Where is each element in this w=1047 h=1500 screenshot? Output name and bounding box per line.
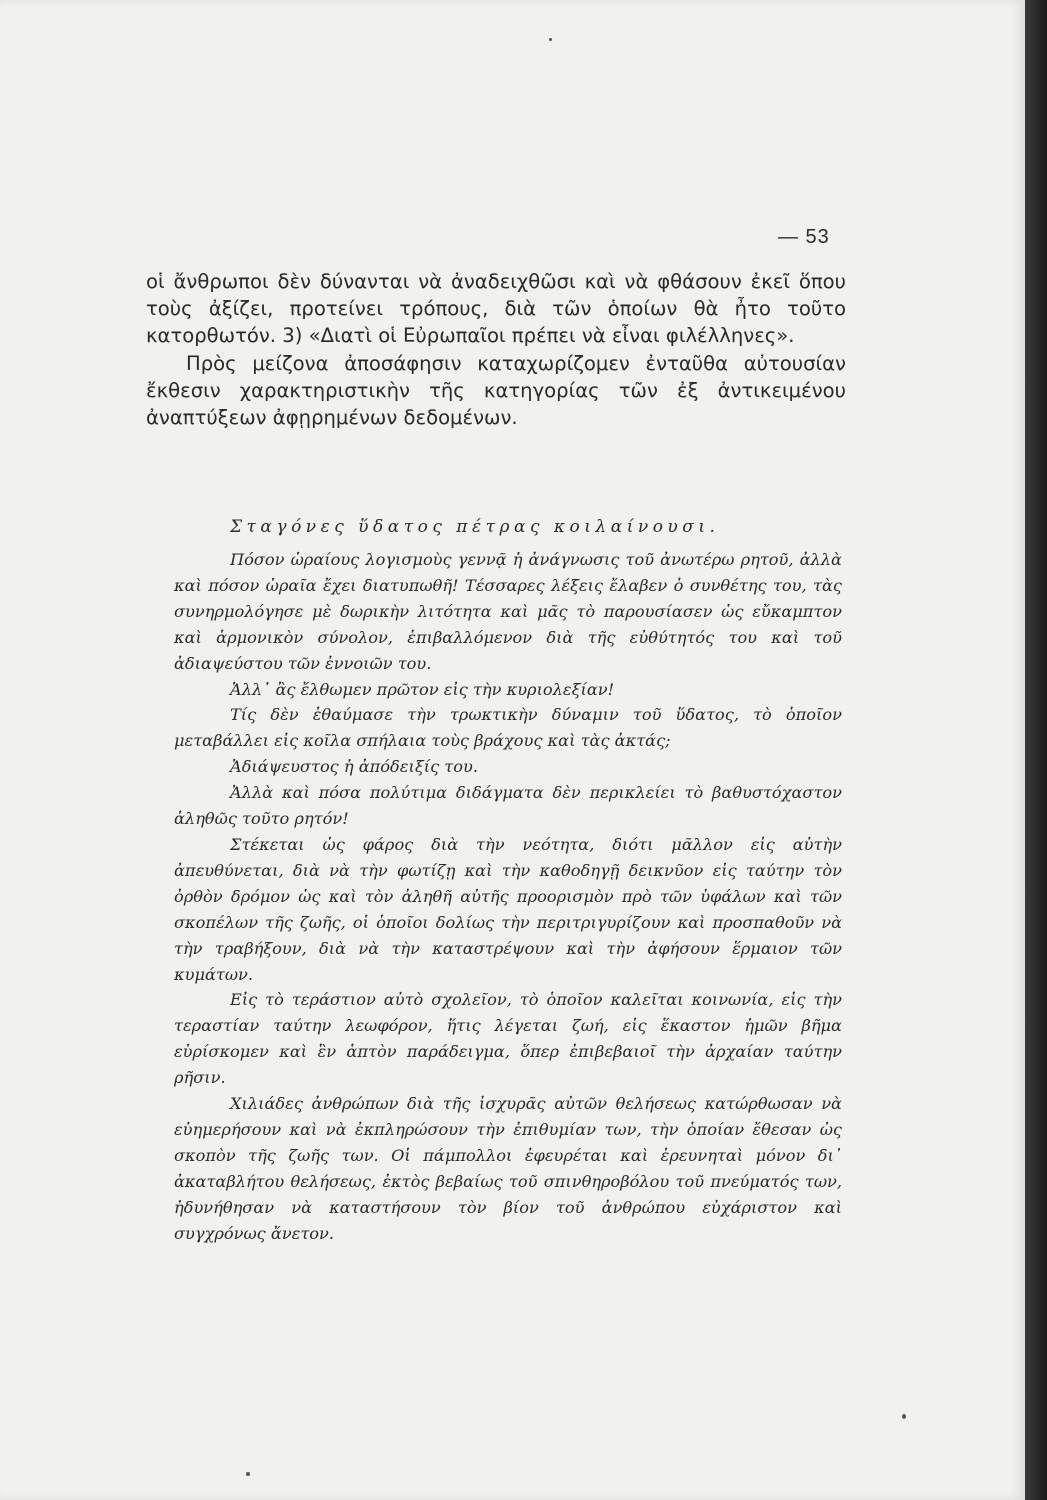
essay-paragraph: Τίς δὲν ἐθαύμασε τὴν τρωκτικὴν δύναμιν τοῦ ὕδατος, τὸ ὁποῖον μεταβάλλει εἰς κοῖλα σπήλαια τοὺς βράχους καὶ τὰς ἀκτάς; bbox=[174, 705, 842, 751]
print-speck bbox=[246, 1472, 250, 1476]
print-speck bbox=[549, 38, 552, 41]
essay-paragraph: Χιλιάδες ἀνθρώπων διὰ τῆς ἰσχυρᾶς αὐτῶν θελήσεως κατώρθωσαν νὰ εὐημερήσουν καὶ νὰ ἐκπληρώσουν τὴν ἐπιθυμίαν των, τὴν ὁποίαν ἔθεσαν ὡς σκοπὸν τῆς ζωῆς των. Οἱ πάμπολλοι ἐφευρέται καὶ ἐρευνηταὶ μόνον δι᾽ ἀκαταβλήτου θελήσεως, ἐκτὸς βεβαίως τοῦ σπινθηροβόλου τοῦ πνεύματός των, ἠδυνήθησαν νὰ καταστήσουν τὸν βίον τοῦ ἀνθρώπου εὐχάριστον καὶ συγχρόνως ἄνετον. bbox=[174, 1094, 842, 1243]
intro-text bbox=[146, 268, 846, 431]
essay-paragraph: Εἰς τὸ τεράστιον αὐτὸ σχολεῖον, τὸ ὁποῖον καλεῖται κοινωνία, εἰς τὴν τεραστίαν ταύτην λεωφόρον, ἥτις λέγεται ζωή, εἰς ἕκαστον ἡμῶν βῆμα εὑρίσκομεν καὶ ἓν ἁπτὸν παράδειγμα, ὅπερ ἐπιβεβαιοῖ τὴν ἀρχαίαν ταύτην ρῆσιν. bbox=[174, 990, 842, 1088]
page-number: — 53 bbox=[778, 226, 830, 248]
page-edge-shadow bbox=[1025, 0, 1047, 1500]
essay-body bbox=[174, 547, 842, 1246]
intro-paragraph: Πρὸς μείζονα ἀποσάφησιν καταχωρίζομεν ἐνταῦθα αὐτουσίαν ἔκθεσιν χαρακτηριστικὴν τῆς κατηγορίας τῶν ἐξ ἀντικειμένου ἀναπτύξεων ἀφῃρημένων δεδομένων. bbox=[146, 351, 846, 430]
essay-title: Σταγόνες ὕδατος πέτρας κοιλαίνουσι. bbox=[230, 517, 720, 537]
essay-paragraph: Ἀλλὰ καὶ πόσα πολύτιμα διδάγματα δὲν περικλείει τὸ βαθυστόχαστον ἀληθῶς τοῦτο ρητόν! bbox=[174, 783, 842, 829]
intro-paragraph: οἱ ἄνθρωποι δὲν δύνανται νὰ ἀναδειχθῶσι καὶ νὰ φθάσουν ἐκεῖ ὅπου τοὺς ἀξίζει, προτείνει τρόπους, διὰ τῶν ὁποίων θὰ ἦτο τοῦτο κατορθωτόν. 3) «Διατὶ οἱ Εὐρωπαῖοι πρέπει νὰ εἶναι φιλέλληνες». bbox=[146, 270, 846, 348]
essay-paragraph: Στέκεται ὡς φάρος διὰ τὴν νεότητα, διότι μᾶλλον εἰς αὐτὴν ἀπευθύνεται, διὰ νὰ τὴν φωτίζῃ καὶ τὴν καθοδηγῇ δεικνῦον εἰς ταύτην τὸν ὀρθὸν δρόμον ὡς καὶ τὸν ἀληθῆ αὐτῆς προορισμὸν πρὸ τῶν ὑφάλων καὶ τῶν σκοπέλων τῆς ζωῆς, οἱ ὁποῖοι δολίως τὴν περιτριγυρίζουν καὶ προσπαθοῦν νὰ τὴν τραβήξουν, διὰ νὰ τὴν καταστρέψουν καὶ τὴν ἀφήσουν ἕρμαιον τῶν κυμάτων. bbox=[174, 834, 842, 984]
essay-paragraph: Ἀδιάψευστος ἡ ἀπόδειξίς του. bbox=[230, 757, 478, 777]
print-speck bbox=[902, 1414, 906, 1419]
essay-paragraph: Πόσον ὡραίους λογισμοὺς γεννᾷ ἡ ἀνάγνωσις τοῦ ἀνωτέρω ρητοῦ, ἀλλὰ καὶ πόσον ὡραῖα ἔχει διατυπωθῆ! Τέσσαρες λέξεις ἔλαβεν ὁ συνθέτης του, τὰς συνηρμολόγησε μὲ δωρικὴν λιτότητα καὶ μᾶς τὸ παρουσίασεν ὡς εὔκαμπτον καὶ ἁρμονικὸν σύνολον, ἐπιβαλλόμενον διὰ τῆς εὐθύτητός του καὶ τοῦ ἀδιαψεύστου τῶν ἐννοιῶν του. bbox=[174, 550, 842, 673]
essay-paragraph: Ἀλλ᾽ ἂς ἔλθωμεν πρῶτον εἰς τὴν κυριολεξίαν! bbox=[230, 679, 615, 699]
